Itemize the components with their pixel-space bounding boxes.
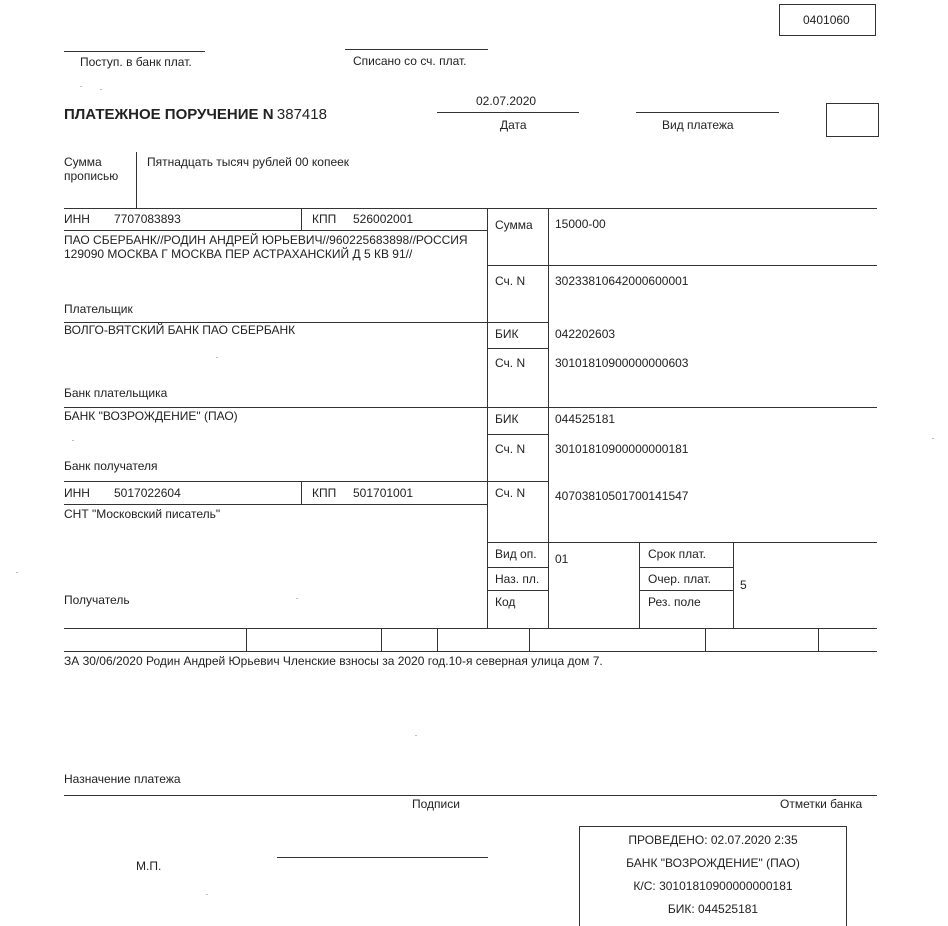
amount-bottom [487,265,877,266]
debited-label: Списано со сч. плат. [353,54,467,68]
order-number: 387418 [276,106,327,123]
purpose-text: ЗА 30/06/2020 Родин Андрей Юрьевич Членские взносы за 2020 год.10-я северная улица дом 7. [64,654,603,668]
payee-bank-bik-label: БИК [495,412,519,426]
stamp-line-3: К/С: 30101810900000000181 [633,879,793,893]
signature-line [277,857,488,858]
reserve-label: Рез. поле [648,595,701,609]
payer-kpp-label: КПП [312,212,337,226]
amount-value: 15000-00 [555,217,606,231]
tax-cell-divider-6 [818,628,819,651]
bank-marks-label: Отметки банка [780,797,863,811]
codes-mid-divider [639,542,640,628]
payer-account-label: Сч. N [495,274,526,288]
amount-words-value: Пятнадцать тысяч рублей 00 копеек [147,155,350,169]
tax-row-bottom [64,651,877,652]
op-type-label: Вид оп. [495,547,537,561]
debited-line [345,49,488,50]
payee-inn-label: ИНН [64,486,90,500]
scan-speck [296,598,298,599]
scan-speck [415,735,417,736]
amount-words-label: Сумма прописью [64,155,119,183]
payer-inn: 7707083893 [114,212,181,226]
codes-top [487,542,877,543]
codes-mid-row2-bottom [639,590,733,591]
scan-speck [100,89,102,90]
scan-speck [16,572,18,573]
payee-bank-acc: 30101810900000000181 [555,442,689,456]
payer-kpp-divider [301,208,302,230]
grid-col-divider-right [548,208,549,628]
payer-bank-bik-bottom [487,348,548,349]
payer-bank-bik: 042202603 [555,327,616,341]
scan-speck [80,86,82,87]
date-line [437,112,579,113]
codes-right-divider [733,542,734,628]
payer-inn-label: ИНН [64,212,90,226]
order-label: Очер. плат. [648,572,712,586]
payee-bank-label: Банк получателя [64,459,158,473]
order-value: 5 [740,578,747,592]
amount-words-divider [136,152,137,208]
payer-label: Плательщик [64,302,133,316]
payee-acc: 40703810501700141547 [555,489,689,503]
bank-stamp [579,826,847,926]
payer-bank-acc-label: Сч. N [495,356,526,370]
scan-speck [206,894,208,895]
tax-row-top [64,628,877,629]
payee-top [64,481,548,482]
signatures-label: Подписи [412,797,460,811]
purpose-label: Назначение платежа [64,772,181,786]
payee-kpp-label: КПП [312,486,337,500]
stamp-line-2: БАНК "ВОЗРОЖДЕНИЕ" (ПАО) [626,856,800,870]
codes-row2-bottom [487,590,548,591]
received-line [64,51,205,52]
payment-type-label: Вид платежа [662,118,734,132]
payee-acc-label: Сч. N [495,486,526,500]
tax-cell-divider-4 [529,628,530,651]
payee-bank-acc-label: Сч. N [495,442,526,456]
tax-cell-divider-1 [246,628,247,651]
tax-cell-divider-5 [705,628,706,651]
payee-bank-name: БАНК "ВОЗРОЖДЕНИЕ" (ПАО) [64,409,238,423]
payment-type-box [826,103,879,137]
op-type: 01 [555,552,569,566]
stamp-line-1: ПРОВЕДЕНО: 02.07.2020 2:35 [628,833,798,847]
term-label: Срок плат. [648,547,707,561]
payee-inn-bottom [64,504,487,505]
payee-kpp-divider [301,481,302,504]
amount-label: Сумма [495,218,533,232]
received-label: Поступ. в банк плат. [80,55,192,69]
payer-account: 30233810642000600001 [555,274,689,288]
codes-row1-bottom [487,567,548,568]
grid-line-top [64,208,877,209]
scan-speck [216,357,218,358]
purpose-code-label: Наз. пл. [495,572,540,586]
grid-col-divider-left [487,208,488,628]
title-text: ПЛАТЕЖНОЕ ПОРУЧЕНИЕ N [64,106,274,123]
payer-kpp: 526002001 [353,212,414,226]
date-value: 02.07.2020 [476,94,537,108]
payer-inn-bottom [64,230,487,231]
form-code: 0401060 [803,13,850,27]
payee-bank-bik-bottom [487,434,548,435]
payer-bank-acc: 30101810900000000603 [555,356,689,370]
payer-bank-name: ВОЛГО-ВЯТСКИЙ БАНК ПАО СБЕРБАНК [64,323,296,337]
payer-bank-bik-label: БИК [495,327,519,341]
seal-label: М.П. [136,859,162,873]
scan-speck [932,438,934,439]
payee-bank-top [64,407,877,408]
date-label: Дата [500,118,527,132]
code-label: Код [495,595,516,609]
payee-inn: 5017022604 [114,486,181,500]
purpose-bottom [64,795,877,796]
tax-cell-divider-2 [381,628,382,651]
payee-name: СНТ "Московский писатель" [64,507,221,521]
scan-speck [72,440,74,441]
payer-name: ПАО СБЕРБАНК//РОДИН АНДРЕЙ ЮРЬЕВИЧ//960225683898//РОССИЯ 129090 МОСКВА Г МОСКВА ПЕР АСТРАХАНСКИЙ Д 5 КВ 91// [64,233,468,261]
payee-label: Получатель [64,593,130,607]
payee-bank-bik: 044525181 [555,412,616,426]
payment-type-line [636,112,779,113]
page-title [64,106,327,124]
tax-cell-divider-3 [437,628,438,651]
stamp-line-4: БИК: 044525181 [667,902,759,916]
payee-kpp: 501701001 [353,486,414,500]
codes-mid-row1-bottom [639,567,733,568]
payer-bank-label: Банк плательщика [64,386,168,400]
